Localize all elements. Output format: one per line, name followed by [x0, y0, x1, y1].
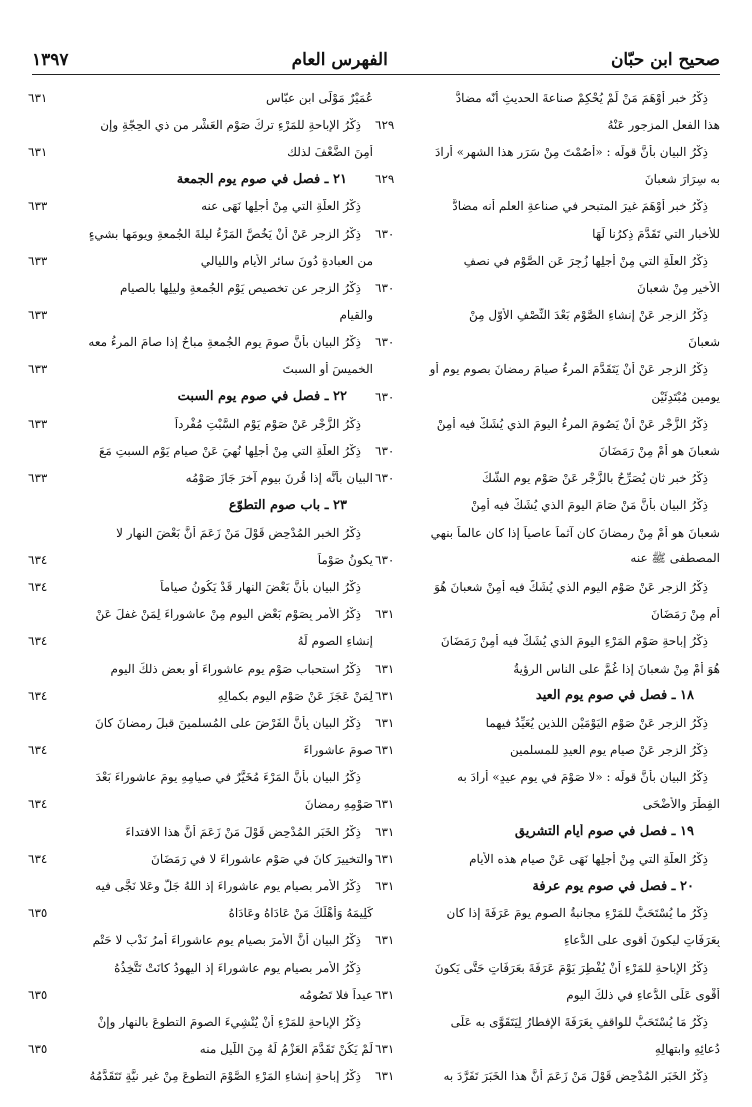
- index-entry-text: ذِكْرُ الإباحةِ للمَرْءِ تركَ صَوْمِ العَشْرِ من ذي الحِجّةِ وإن: [100, 117, 361, 132]
- index-entry-text: ١٨ ـ فصل في صوم يوم العيد: [535, 688, 694, 704]
- page-header: [32, 44, 720, 70]
- index-page-ref: ٦٣١: [375, 661, 395, 676]
- index-page-ref: ٦٣٠: [375, 552, 395, 567]
- index-line: [28, 872, 373, 899]
- index-page-ref: ٦٣٠: [375, 335, 395, 350]
- page-number: ١٣٩٧: [32, 50, 69, 70]
- section-heading: [375, 872, 720, 899]
- index-line: [375, 628, 720, 655]
- index-entry-text: ذِكْرُ البيانِ بِأَنَّ الفَرْضَ على المُسلمينَ قبلَ رمضانَ كانَ: [94, 715, 361, 730]
- index-entry-text: ذِكْرُ الأمرِ بصيامِ يومِ عاشوراءَ إذ اللهُ جَلَّ وعَلا نَجَّى فيه: [95, 879, 361, 894]
- index-entry-text: ذِكْرُ البيانِ بأنَّ صومَ يومِ الجُمعةِ مباحٌ إذا صامَ المرءُ معه: [88, 335, 361, 350]
- index-line: [28, 356, 373, 383]
- index-entry-text: عُمَيْرٌ مَوْلَى ابنِ عبّاسٍ: [266, 90, 373, 105]
- index-entry-text: ذِكْرُ الزجرِ عَنْ صيامِ يومِ العيدِ للمسلمين: [509, 743, 708, 758]
- index-line: [375, 410, 720, 437]
- index-entry-text: ذِكْرُ الخبرِ المُدْحِضِ قَوْلَ مَنْ زَعَمَ أَنَّ بَعْضَ النهارِ لا: [116, 525, 361, 540]
- index-entry-text: ذِكْرُ الإباحةِ للمَرْءِ أَنْ يُنْشِيءَ الصومَ التطوعَ بالنهارِ وإنْ: [97, 1014, 361, 1029]
- header-rule: [32, 74, 720, 75]
- index-entry-text: ٢٢ ـ فصل في صوم يوم السبت: [177, 389, 347, 405]
- index-entry-text: يكونُ صَوْماً: [317, 552, 373, 567]
- index-entry-text: ٢١ ـ فصل في صوم يوم الجمعة: [176, 171, 347, 187]
- index-line: [28, 465, 373, 492]
- index-entry-text: لِمَنْ عَجَزَ عَنْ صَوْمِ اليومِ بكمالِهِ: [217, 688, 373, 703]
- index-line: [28, 220, 373, 247]
- index-line: [375, 573, 720, 600]
- index-line: [375, 737, 720, 764]
- index-page-ref: ٦٣١: [375, 743, 395, 758]
- index-entry-text: ذِكْرُ الخَبَرِ المُدْحِضِ قَوْلَ مَنْ زَعَمَ أَنَّ هذا الخَبَرَ تَفَرَّدَ به: [443, 1069, 708, 1084]
- index-entry-text: ذِكْرُ الإباحةِ للمَرْءِ أَنْ يُفْطِرَ يَوْمَ عَرَفَةَ بعَرَفَاتٍ حَتَّى يَكونَ: [434, 960, 708, 975]
- index-entry-text: ذِكْرُ البيانِ بأنَّ قولَه : «لا صَوْمَ في يومِ عيدٍ» أرادَ به: [457, 770, 708, 785]
- index-line: [28, 247, 373, 274]
- index-page-ref: ٦٣٣: [28, 416, 48, 431]
- index-entry-text: ذِكْرُ استحبابِ صَوْمِ يومِ عاشوراءَ أو بعضِ ذلكَ اليومِ: [110, 661, 361, 676]
- index-page-ref: ٦٣١: [375, 933, 395, 948]
- index-entry-text: صومَ عاشوراءَ: [303, 743, 373, 758]
- index-entry-text: ذِكْرُ العلّةِ التي مِنْ أجلِها زُجِرَ عَنِ الصَّوْمِ في نصفِ: [463, 253, 708, 268]
- index-entry-text: من العبادةِ دُونَ سائرِ الأيامِ والليالي: [200, 253, 373, 268]
- index-line: [28, 845, 373, 872]
- index-line: [375, 981, 720, 1008]
- index-page-ref: ٦٣١: [375, 824, 395, 839]
- index-entry-text: دُعائِهِ وابتهالِهِ: [654, 1042, 720, 1057]
- section-heading: [28, 492, 373, 519]
- index-page-ref: ٦٣٤: [28, 634, 48, 649]
- index-line: [28, 274, 373, 301]
- index-entry-text: ذِكْرُ البيانِ بأنَّ المَرْءَ مُخَيَّرٌ في صيامِهِ يومَ عاشوراءَ بَعْدَ: [95, 770, 361, 785]
- book-title: صحيح ابن حبّان: [610, 50, 720, 70]
- index-entry-text: ١٩ ـ فصل في صوم أيام التشريق: [514, 824, 694, 840]
- index-entry-text: إنشاءِ الصومِ لَهُ: [297, 634, 373, 649]
- index-page-ref: ٦٣٥: [28, 987, 48, 1002]
- index-entry-text: أَم مِنْ رَمَضَانَ: [650, 607, 720, 622]
- index-entry-text: أَقْوى عَلَى الدُّعاءِ في ذلكَ اليومِ: [566, 987, 720, 1002]
- index-page-ref: ٦٣٣: [28, 199, 48, 214]
- index-line: [28, 138, 373, 165]
- index-entry-text: صَوْمِهِ رمضانَ: [304, 797, 373, 812]
- section-heading: [28, 383, 373, 410]
- index-line: [28, 302, 373, 329]
- left-column: [28, 84, 373, 1090]
- index-line: [28, 737, 373, 764]
- index-line: [28, 655, 373, 682]
- index-line: [28, 193, 373, 220]
- index-page-ref: ٦٣١: [28, 144, 48, 159]
- index-entry-text: ذِكْرُ البيانِ بأنَّ مَنْ صَامَ اليومَ الذي يُشَكُّ فيه أَمِنْ: [470, 498, 708, 513]
- index-line: [28, 601, 373, 628]
- index-entry-text: ٢٣ ـ باب صوم التطوّع: [228, 497, 347, 513]
- index-page-ref: ٦٣١: [28, 90, 48, 105]
- index-entry-text: لَمْ يَكُنْ تَقَدَّمَ العَزْمُ لَهُ مِنَ اللَّيلِ منه: [199, 1042, 373, 1057]
- index-page-ref: ٦٣١: [375, 1069, 395, 1084]
- index-line: [375, 1008, 720, 1035]
- index-page-ref: ٦٣١: [375, 987, 395, 1002]
- index-line: [375, 927, 720, 954]
- index-entry-text: ذِكْرُ الأمرِ بصيامِ يومِ عاشوراءَ إذ اليهودُ كانَتْ تَتَّخِذُهُ: [114, 960, 361, 975]
- index-page-ref: ٦٣١: [375, 797, 395, 812]
- index-line: [28, 682, 373, 709]
- index-line: [375, 356, 720, 383]
- index-entry-text: ذِكْرُ الزجرِ عَنْ صَوْمِ اليومِ الذي يُشَكُّ فيه أَمِنْ شعبانَ هُوَ: [434, 579, 708, 594]
- index-entry-text: ذِكْرُ العلّةِ التي مِنْ أجلِها نَهَى عَنْ صيامِ هذه الأيامِ: [469, 851, 708, 866]
- index-page-ref: ٦٢٩: [375, 117, 395, 132]
- index-line: [375, 465, 720, 492]
- index-line: [28, 519, 373, 546]
- index-page-ref: ٦٢٩: [375, 172, 395, 187]
- index-page-ref: ٦٣٠: [375, 471, 395, 486]
- index-entry-text: ذِكْرُ العلّةِ التي مِنْ أجلِها نَهَى عنه: [201, 199, 361, 214]
- index-line: [375, 138, 720, 165]
- index-entry-text: والتخييرَ كانَ في صَوْمِ عاشوراءَ لا في رَمَضَانَ: [151, 851, 373, 866]
- index-line: [375, 1063, 720, 1090]
- right-column: [375, 84, 720, 1090]
- index-line: [28, 764, 373, 791]
- index-entry-text: يومينِ مُبْتَدِئَيْن: [651, 389, 720, 404]
- index-line: [375, 274, 720, 301]
- index-line: [375, 791, 720, 818]
- index-page-ref: ٦٣٥: [28, 906, 48, 921]
- index-line: [375, 193, 720, 220]
- index-line: [28, 981, 373, 1008]
- index-page-ref: ٦٣١: [375, 1042, 395, 1057]
- index-entry-text: ذِكْرُ الأمرِ بِصَوْمِ بَعْضِ اليومِ مِنْ عاشوراءَ لِمَنْ غفلَ عَنْ: [95, 607, 361, 622]
- index-line: [28, 546, 373, 573]
- index-entry-text: ذِكْرُ الزجرِ عَنْ أَنْ يَخُصَّ المَرْءُ ليلةَ الجُمعةِ ويومَها بشيءٍ: [88, 226, 361, 241]
- index-page-ref: ٦٣٤: [28, 851, 48, 866]
- index-line: [375, 900, 720, 927]
- section-heading: [375, 682, 720, 709]
- index-entry-text: ذِكْرُ إباحةِ إنشاءِ المَرْءِ الصَّوْمَ التطوعَ مِنْ غيرِ نيَّةٍ تَتَقَدَّمُهُ: [89, 1069, 361, 1084]
- index-page-ref: ٦٣١: [375, 715, 395, 730]
- index-entry-text: ذِكْرُ الزجرِ عن تخصيصِ يَوْمِ الجُمعةِ وليلِها بالصيامِ: [119, 280, 361, 295]
- index-entry-text: ذِكْرُ ما يُسْتَحَبُّ للمَرْءِ مجانبةُ الصومِ يومَ عَرَفَةَ إذا كان: [446, 906, 708, 921]
- index-entry-text: هُوَ أَمْ مِنْ شعبانَ إذا غُمَّ على الناسِ الرؤيةُ: [513, 661, 720, 676]
- index-entry-text: والقيامِ: [339, 308, 373, 323]
- index-page-ref: ٦٣٤: [28, 688, 48, 703]
- index-entry-text: أَمِنَ الضَّعْفَ لذلك: [287, 144, 373, 159]
- index-entry-text: شعبانَ هو أَمْ مِنْ رمضانَ كان آثماً عاصياً إذا كان عالماً بنهيِ: [430, 525, 720, 540]
- index-entry-text: ذِكْرُ العلّةِ التي مِنْ أجلِها نُهِيَ عَنْ صيامِ يَوْمِ السبتِ مَعَ: [98, 444, 361, 459]
- index-line: [28, 628, 373, 655]
- index-entry-text: ذِكْرُ الزجرِ عَنْ إنشاءِ الصَّوْمِ بَعْدَ النِّصْفِ الأوّلِ مِنْ: [469, 308, 708, 323]
- index-page-ref: ٦٣٤: [28, 552, 48, 567]
- index-line: [28, 791, 373, 818]
- index-page-ref: ٦٣٥: [28, 1042, 48, 1057]
- index-entry-text: كَلِيمَهُ وَأَهْلَكَ مَنْ عَادَاهُ وعَادَاهُ: [228, 906, 373, 921]
- section-heading: [375, 818, 720, 845]
- index-line: [375, 954, 720, 981]
- index-entry-text: ذِكْرُ البيانِ بأنَّ قولَه : «أَصُمْتَ مِنْ سَرَرِ هذا الشهرِ» أرادَ: [435, 144, 708, 159]
- index-line: [28, 410, 373, 437]
- index-page-ref: ٦٣٣: [28, 362, 48, 377]
- index-line: [28, 84, 373, 111]
- index-line: [375, 111, 720, 138]
- index-entry-text: بِعَرَفَاتٍ ليكونَ أقوى على الدُّعاءِ: [563, 933, 720, 948]
- index-entry-text: ذِكْرُ الزَّجْرِ عَنْ صَوْمِ يَوْمِ السَّبْتِ مُفْرداً: [174, 416, 361, 431]
- index-page-ref: ٦٣٤: [28, 743, 48, 758]
- index-entry-text: ذِكْرُ الزجرِ عَنْ أَنْ يَتَقَدَّمَ المرءُ صيامَ رمضانَ بصومِ يومٍ أو: [429, 362, 708, 377]
- index-page-ref: ٦٣٤: [28, 797, 48, 812]
- index-line: [375, 166, 720, 193]
- index-page-ref: ٦٣٣: [28, 253, 48, 268]
- index-page-ref: ٦٣٣: [28, 471, 48, 486]
- index-line: [28, 1063, 373, 1090]
- index-page-ref: ٦٣٠: [375, 444, 395, 459]
- index-entry-text: شعبانَ هو أَمْ مِنْ رَمَضَانَ: [598, 444, 720, 459]
- index-line: [28, 927, 373, 954]
- index-line: [375, 709, 720, 736]
- index-line: [375, 601, 720, 628]
- index-line: [375, 220, 720, 247]
- index-entry-text: الخميسَ أو السبتَ: [282, 362, 373, 377]
- index-entry-text: ذِكْرُ خبرٍ أَوْهَمَ غيرَ المتبحرِ في صناعةِ العلمِ أنه مضادٌّ: [452, 199, 708, 214]
- index-entry-text: شعبانَ: [688, 335, 720, 350]
- index-line: [375, 655, 720, 682]
- index-line: [28, 437, 373, 464]
- index-page-ref: ٦٣٠: [375, 280, 395, 295]
- index-page-ref: ٦٣١: [375, 607, 395, 622]
- index-entry-text: ذِكْرُ البيانِ أَنَّ الأمرَ بصيامِ يومِ عاشوراءَ أمرُ نَدْبٍ لا حَتْمٍ: [92, 933, 361, 948]
- index-page-ref: ٦٣١: [375, 688, 395, 703]
- index-line: [375, 302, 720, 329]
- index-entry-text: هذا الفعلِ المزجورِ عَنْهُ: [607, 117, 720, 132]
- index-page-ref: ٦٣١: [375, 851, 395, 866]
- index-line: [375, 1036, 720, 1063]
- section-title: الفهرس العام: [291, 50, 388, 70]
- index-entry-text: ذِكْرُ خبرٍ ثانٍ يُصَرِّحُ بالزَّجْرِ عَنْ صَوْمِ يومِ الشَّكِّ: [482, 471, 708, 486]
- index-line: [28, 1036, 373, 1063]
- index-line: [28, 573, 373, 600]
- index-entry-text: به سِرَارَ شعبانَ: [644, 172, 720, 187]
- index-entry-text: ٢٠ ـ فصل في صوم يوم عرفة: [532, 878, 694, 894]
- index-line: [375, 519, 720, 546]
- index-entry-text: ذِكْرُ إباحةِ صَوْمِ المَرْءِ اليومَ الذي يُشَكُّ فيه أَمِنْ رَمَضَانَ: [440, 634, 708, 649]
- index-line: [28, 900, 373, 927]
- index-line: [28, 818, 373, 845]
- index-entry-text: عيداً فلا تَصُومُه: [299, 987, 373, 1002]
- section-heading: [28, 166, 373, 193]
- index-entry-text: ذِكْرُ الزجرِ عَنْ صَوْمِ اليَوْمَيْنِ اللذينِ يُعَيِّدُ فيهما: [485, 715, 708, 730]
- index-entry-text: البيانِ بأنَّه إذا قُرِنَ بيومٍ آخرَ جَازَ صَوْمُه: [185, 471, 373, 486]
- index-line: [375, 546, 720, 573]
- index-page-ref: ٦٣٣: [28, 308, 48, 323]
- index-line: [28, 329, 373, 356]
- index-entry-text: ذِكْرُ الخَبَرِ المُدْحِضِ قَوْلَ مَنْ زَعَمَ أَنَّ هذا الافتداءَ: [125, 824, 361, 839]
- index-entry-text: ذِكْرُ الزَّجْرِ عَنْ أَنْ يَصُومَ المرءُ اليومَ الذي يُشَكُّ فيه أَمِنْ: [436, 416, 708, 431]
- index-page-ref: ٦٣٤: [28, 579, 48, 594]
- index-page-ref: ٦٣٠: [375, 389, 395, 404]
- index-entry-text: المصطفى ﷺ عنه: [630, 551, 720, 566]
- index-page-ref: ٦٣٠: [375, 226, 395, 241]
- index-entry-text: ذِكْرُ البيانِ بأَنَّ بَعْضَ النهارِ قَدْ يَكُونُ صياماً: [160, 579, 361, 594]
- index-line: [375, 437, 720, 464]
- index-page-ref: ٦٣١: [375, 879, 395, 894]
- index-line: [375, 764, 720, 791]
- index-line: [375, 329, 720, 356]
- index-line: [375, 492, 720, 519]
- index-entry-text: الفِطْرَ والأَضْحَى: [642, 797, 720, 812]
- index-entry-text: ذِكْرُ خبرٍ أَوْهَمَ مَنْ لَمْ يُحْكِمْ صناعةَ الحديثِ أنّه مضادُّ: [455, 90, 708, 105]
- index-entry-text: للأخبارِ التي تَقَدَّمَ ذِكرُنا لَهَا: [592, 226, 720, 241]
- index-entry-text: ذِكْرُ مَا يُسْتَحَبُّ للواقفِ بِعَرَفَةَ الإفطارُ لِيَتَقَوَّى به عَلَى: [450, 1014, 708, 1029]
- index-line: [28, 1008, 373, 1035]
- index-line: [375, 845, 720, 872]
- index-line: [375, 247, 720, 274]
- index-line: [375, 84, 720, 111]
- index-entry-text: الأخيرِ مِنْ شعبانَ: [637, 280, 720, 295]
- index-line: [375, 383, 720, 410]
- index-line: [28, 709, 373, 736]
- index-line: [28, 111, 373, 138]
- index-line: [28, 954, 373, 981]
